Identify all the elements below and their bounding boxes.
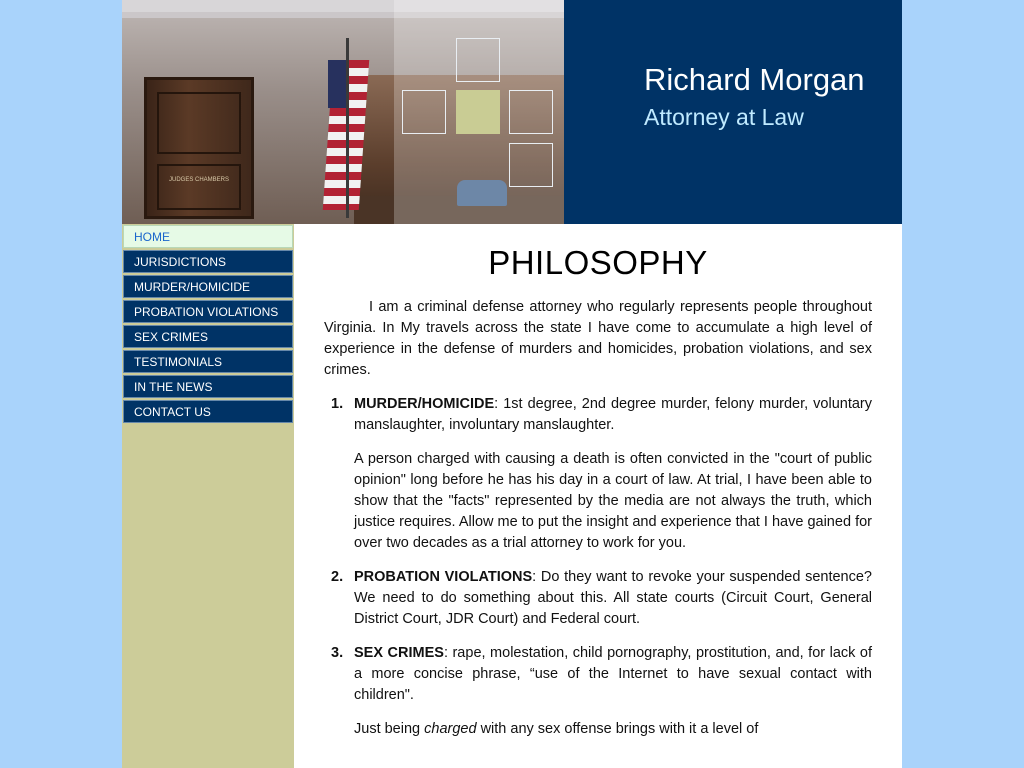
deco-square — [402, 90, 446, 134]
list-term: SEX CRIMES — [354, 645, 444, 661]
site-name: Richard Morgan — [644, 62, 865, 97]
list-text: : Do they want to revoke your suspended sentence? We need to do something about this. All state courts (Circuit Court, General District Court, JDR Court) and Federal court. — [354, 569, 872, 627]
list-number: 2. — [331, 569, 344, 585]
nav-item-murder-homicide[interactable]: MURDER/HOMICIDE — [123, 275, 293, 298]
detail-emphasis: charged — [424, 721, 477, 737]
page-title: PHILOSOPHY — [488, 244, 708, 281]
list-item — [324, 394, 872, 436]
flagpole — [346, 38, 349, 218]
nav-item-sex-crimes[interactable]: SEX CRIMES — [123, 325, 293, 348]
list-detail — [324, 719, 872, 740]
door-panel-upper — [157, 92, 241, 154]
list-detail: A person charged with causing a death is often convicted in the "court of public opinion" long before he has his day in a court of law. At trial, I have been able to show that the "facts" represented by the media are not always the truth, which justice requires. Allow me to put the insight and experience that I have gained for over two decades as a trial attorney to work for you. — [354, 451, 872, 551]
list-item — [324, 567, 872, 630]
site-title-block — [644, 62, 865, 131]
page-wrapper — [122, 0, 902, 768]
detail-text: Just being — [354, 721, 425, 737]
deco-square-filled — [456, 90, 500, 134]
door-panel-lower — [157, 164, 241, 210]
sidebar — [122, 224, 294, 768]
photo-door — [144, 77, 254, 219]
article-body — [324, 297, 872, 753]
nav-item-testimonials[interactable]: TESTIMONIALS — [123, 350, 293, 373]
deco-square — [509, 143, 553, 187]
list-text: : 1st degree, 2nd degree murder, felony murder, voluntary manslaughter, involuntary manslaughter. — [354, 396, 872, 433]
intro-paragraph: I am a criminal defense attorney who regularly represents people throughout Virginia. In My travels across the state I have come to accumulate a high level of experience in the defense of murders and homicides, probation violations, and sex crimes. — [324, 299, 872, 378]
courtroom-photo — [122, 0, 564, 224]
list-text: : rape, molestation, child pornography, prostitution, and, for lack of a more concise phrase, “use of the Internet to have sexual contact with children". — [354, 645, 873, 703]
site-subtitle: Attorney at Law — [644, 104, 804, 130]
door-sign: JUDGES CHAMBERS — [169, 177, 230, 183]
nav-item-jurisdictions[interactable]: JURISDICTIONS — [123, 250, 293, 273]
deco-square — [509, 90, 553, 134]
detail-text: with any sex offense brings with it a level of — [476, 721, 759, 737]
nav-item-in-the-news[interactable]: IN THE NEWS — [123, 375, 293, 398]
nav-item-home[interactable]: HOME — [123, 225, 293, 248]
deco-square — [456, 38, 500, 82]
main-nav — [123, 225, 293, 425]
list-number: 3. — [331, 645, 344, 661]
main-content — [294, 224, 902, 768]
list-number: 1. — [331, 396, 344, 412]
list-item — [324, 643, 872, 706]
list-term: PROBATION VIOLATIONS — [354, 569, 533, 585]
nav-item-contact-us[interactable]: CONTACT US — [123, 400, 293, 423]
header — [122, 0, 902, 224]
nav-item-probation-violations[interactable]: PROBATION VIOLATIONS — [123, 300, 293, 323]
list-term: MURDER/HOMICIDE — [354, 396, 495, 412]
flag-union — [328, 60, 346, 108]
